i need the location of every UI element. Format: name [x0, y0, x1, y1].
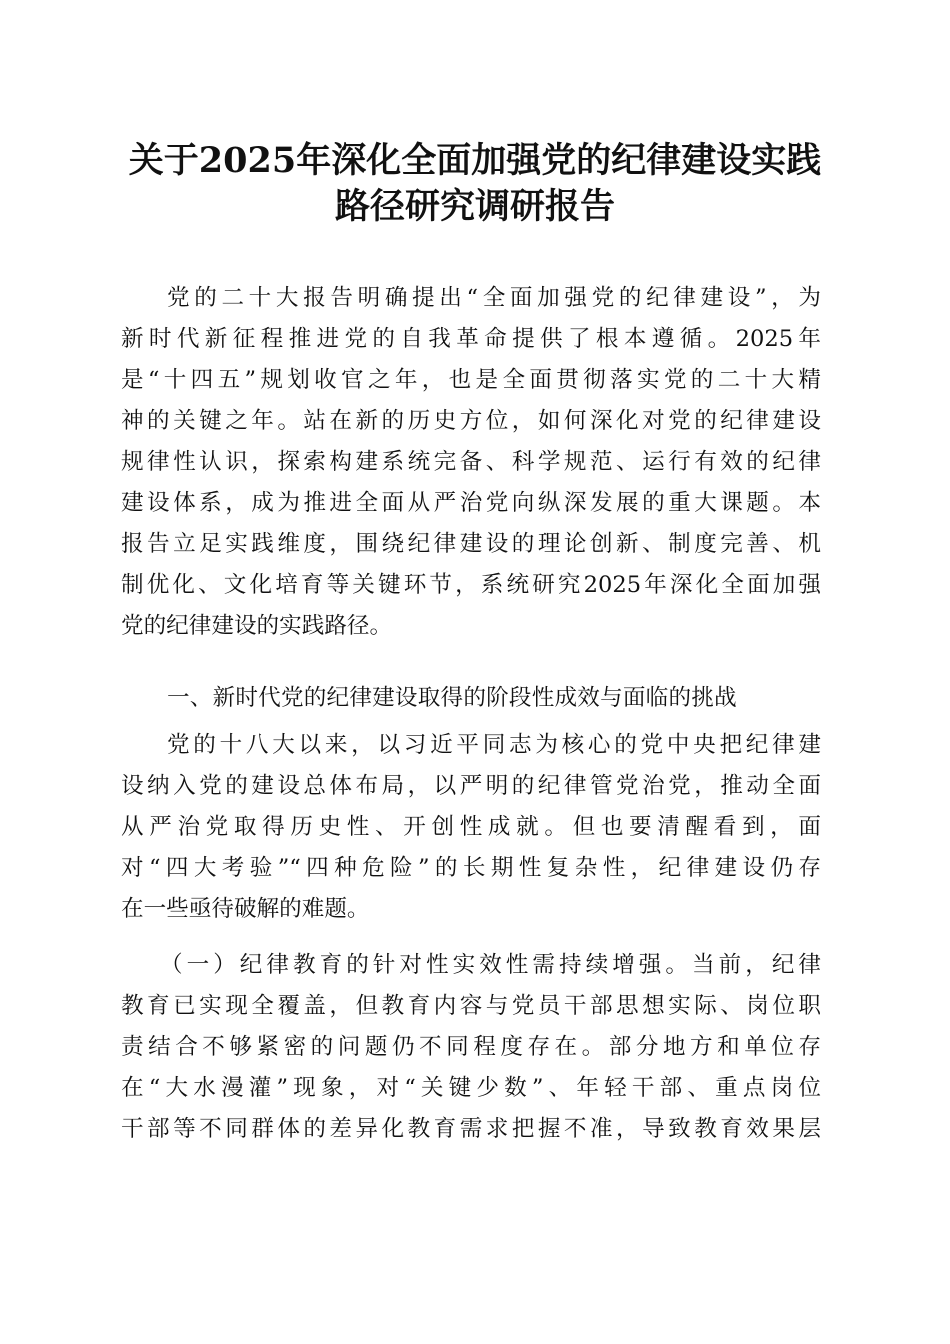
report-title-line-2: 路径研究调研报告	[334, 186, 615, 227]
subsection-1-first-text: 当前，纪律	[692, 952, 822, 978]
intro-line-8: 制优化、文化培育等关键环节，系统研究2025年深化全面加强	[121, 572, 821, 598]
intro-line-3: 是“十四五”规划收官之年，也是全面贯彻落实党的二十大精	[121, 367, 821, 393]
intro-line-4: 神的关键之年。站在新的历史方位，如何深化对党的纪律建设	[121, 408, 821, 434]
intro-line-1: 党的二十大报告明确提出“全面加强党的纪律建设”，为	[167, 285, 821, 311]
intro-line-9: 党的纪律建设的实践路径。	[121, 613, 393, 639]
subsection-1-line-3: 责结合不够紧密的问题仍不同程度存在。部分地方和单位存	[121, 1034, 821, 1060]
section-1-line-1: 党的十八大以来，以习近平同志为核心的党中央把纪律建	[167, 732, 821, 758]
subsection-1-line-5: 干部等不同群体的差异化教育需求把握不准，导致教育效果层	[121, 1116, 821, 1142]
report-title-line-1: 关于2025年深化全面加强党的纪律建设实践	[128, 140, 822, 181]
subsection-1-line-1	[160, 945, 821, 986]
section-1-line-3: 从严治党取得历史性、开创性成就。但也要清醒看到，面	[121, 814, 821, 840]
subsection-1-line-4: 在“大水漫灌”现象，对“关键少数”、年轻干部、重点岗位	[121, 1075, 821, 1101]
section-1-line-5: 在一些亟待破解的难题。	[121, 896, 370, 922]
subsection-1-heading: （一）纪律教育的针对性实效性需持续增强。	[160, 952, 693, 978]
intro-line-7: 报告立足实践维度，围绕纪律建设的理论创新、制度完善、机	[121, 531, 821, 557]
intro-line-2: 新时代新征程推进党的自我革命提供了根本遵循。2025年	[121, 326, 821, 352]
section-1-heading: 一、新时代党的纪律建设取得的阶段性成效与面临的挑战	[167, 685, 737, 711]
intro-line-5: 规律性认识，探索构建系统完备、科学规范、运行有效的纪律	[121, 449, 821, 475]
subsection-1-line-2: 教育已实现全覆盖，但教育内容与党员干部思想实际、岗位职	[121, 993, 821, 1019]
intro-line-6: 建设体系，成为推进全面从严治党向纵深发展的重大课题。本	[121, 490, 821, 516]
section-1-line-2: 设纳入党的建设总体布局，以严明的纪律管党治党，推动全面	[121, 773, 821, 799]
section-1-line-4: 对“四大考验”“四种危险”的长期性复杂性，纪律建设仍存	[121, 855, 821, 881]
